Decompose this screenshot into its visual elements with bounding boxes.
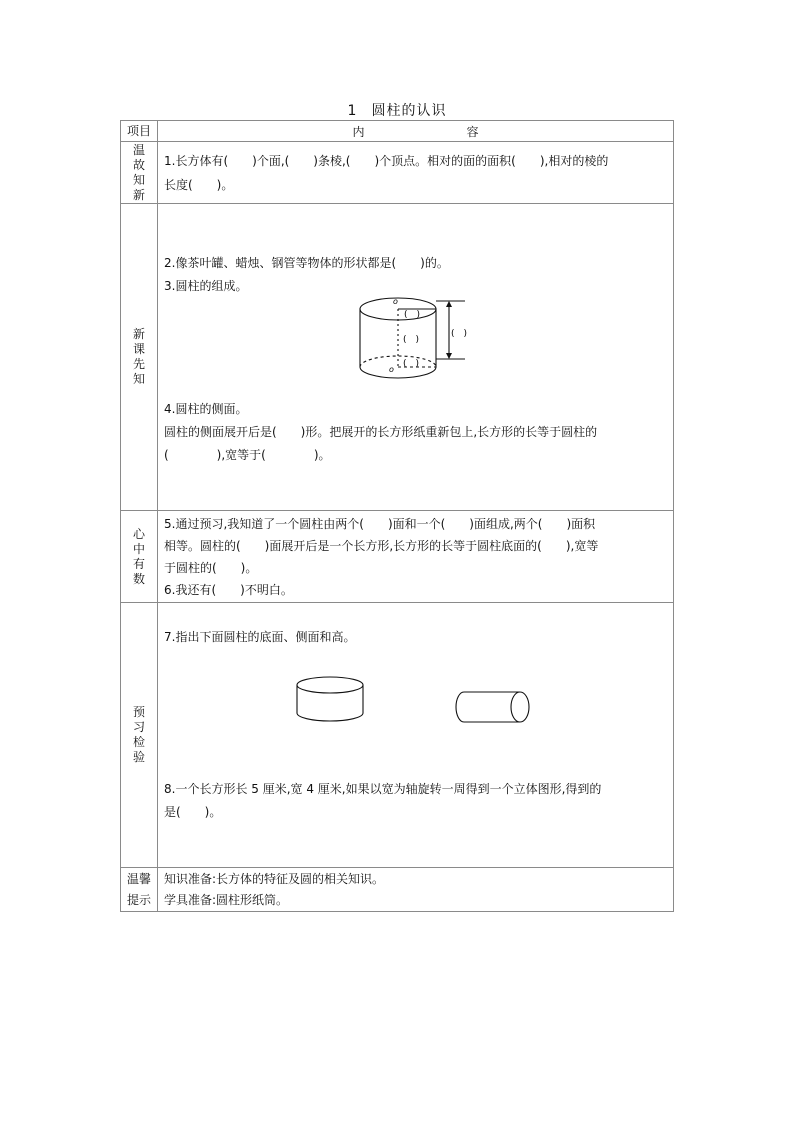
title-number: 1	[347, 103, 358, 119]
question-5-line-3: 于圆柱的( )。	[164, 560, 258, 575]
worksheet-table	[120, 120, 674, 912]
header-col-project: 项目	[121, 121, 158, 142]
row-label-new-lesson: 新 课 先 知	[121, 204, 158, 511]
lying-cylinder-figure	[454, 687, 540, 727]
upright-bottom-arc	[297, 713, 363, 721]
question-1-line-2: 长度( )。	[164, 177, 234, 192]
preview-test-content	[158, 603, 674, 868]
row-label-review: 温 故 知 新	[121, 142, 158, 204]
question-4: 4.圆柱的侧面。	[164, 402, 248, 416]
page-title	[0, 100, 794, 120]
bottom-center-label: o	[389, 365, 394, 374]
top-center-label: o	[393, 297, 398, 306]
question-5-line-1: 5.通过预习,我知道了一个圆柱由两个( )面和一个( )面组成,两个( )面积	[164, 516, 596, 531]
row-label-preview-test: 预 习 检 验	[121, 603, 158, 868]
tip-knowledge: 知识准备:长方体的特征及圆的相关知识。	[164, 871, 385, 886]
blank-top-label: ( )	[404, 310, 421, 320]
title-text: 圆柱的认识	[371, 103, 447, 119]
header-row	[121, 121, 674, 142]
header-col-content: 内 容	[158, 121, 674, 142]
blank-height-label: ( )	[451, 329, 468, 339]
question-5-line-2: 相等。圆柱的( )面展开后是一个长方形,长方形的长等于圆柱底面的( ),宽等	[164, 538, 599, 553]
height-arrow-down	[446, 353, 452, 359]
question-3: 3.圆柱的组成。	[164, 279, 248, 293]
lying-right-ellipse	[511, 692, 529, 722]
cylinder-bottom-front-arc	[360, 367, 436, 378]
question-7: 7.指出下面圆柱的底面、侧面和高。	[164, 630, 356, 644]
row-preview-test	[121, 603, 674, 868]
row-new-lesson	[121, 204, 674, 511]
cylinder-parts-figure	[353, 296, 483, 386]
blank-side-label: ( )	[403, 335, 420, 345]
tip-tools: 学具准备:圆柱形纸筒。	[164, 892, 289, 907]
self-check-content	[158, 511, 674, 603]
height-arrow-up	[446, 301, 452, 307]
new-lesson-content	[158, 204, 674, 511]
blank-bottom-label: ( )	[403, 359, 420, 369]
upright-top-ellipse	[297, 677, 363, 693]
question-8-line-1: 8.一个长方形长 5 厘米,宽 4 厘米,如果以宽为轴旋转一周得到一个立体图形,得到的	[164, 782, 602, 796]
question-4-line-2: ( ),宽等于( )。	[164, 448, 331, 462]
tips-content	[158, 868, 674, 912]
row-review	[121, 142, 674, 204]
question-8-line-2: 是( )。	[164, 805, 222, 819]
question-6: 6.我还有( )不明白。	[164, 582, 293, 597]
question-1-line-1: 1.长方体有( )个面,( )条棱,( )个顶点。相对的面的面积( ),相对的棱的	[164, 153, 609, 168]
lying-left-arc	[456, 692, 464, 722]
upright-cylinder-figure	[290, 675, 370, 727]
row-tips	[121, 868, 674, 912]
question-4-line-1: 圆柱的侧面展开后是( )形。把展开的长方形纸重新包上,长方形的长等于圆柱的	[164, 425, 598, 439]
row-label-self-check: 心 中 有 数	[121, 511, 158, 603]
review-content	[158, 142, 674, 204]
row-self-check	[121, 511, 674, 603]
question-2: 2.像茶叶罐、蜡烛、钢管等物体的形状都是( )的。	[164, 256, 449, 270]
row-label-tips: 温馨 提示	[121, 868, 158, 912]
